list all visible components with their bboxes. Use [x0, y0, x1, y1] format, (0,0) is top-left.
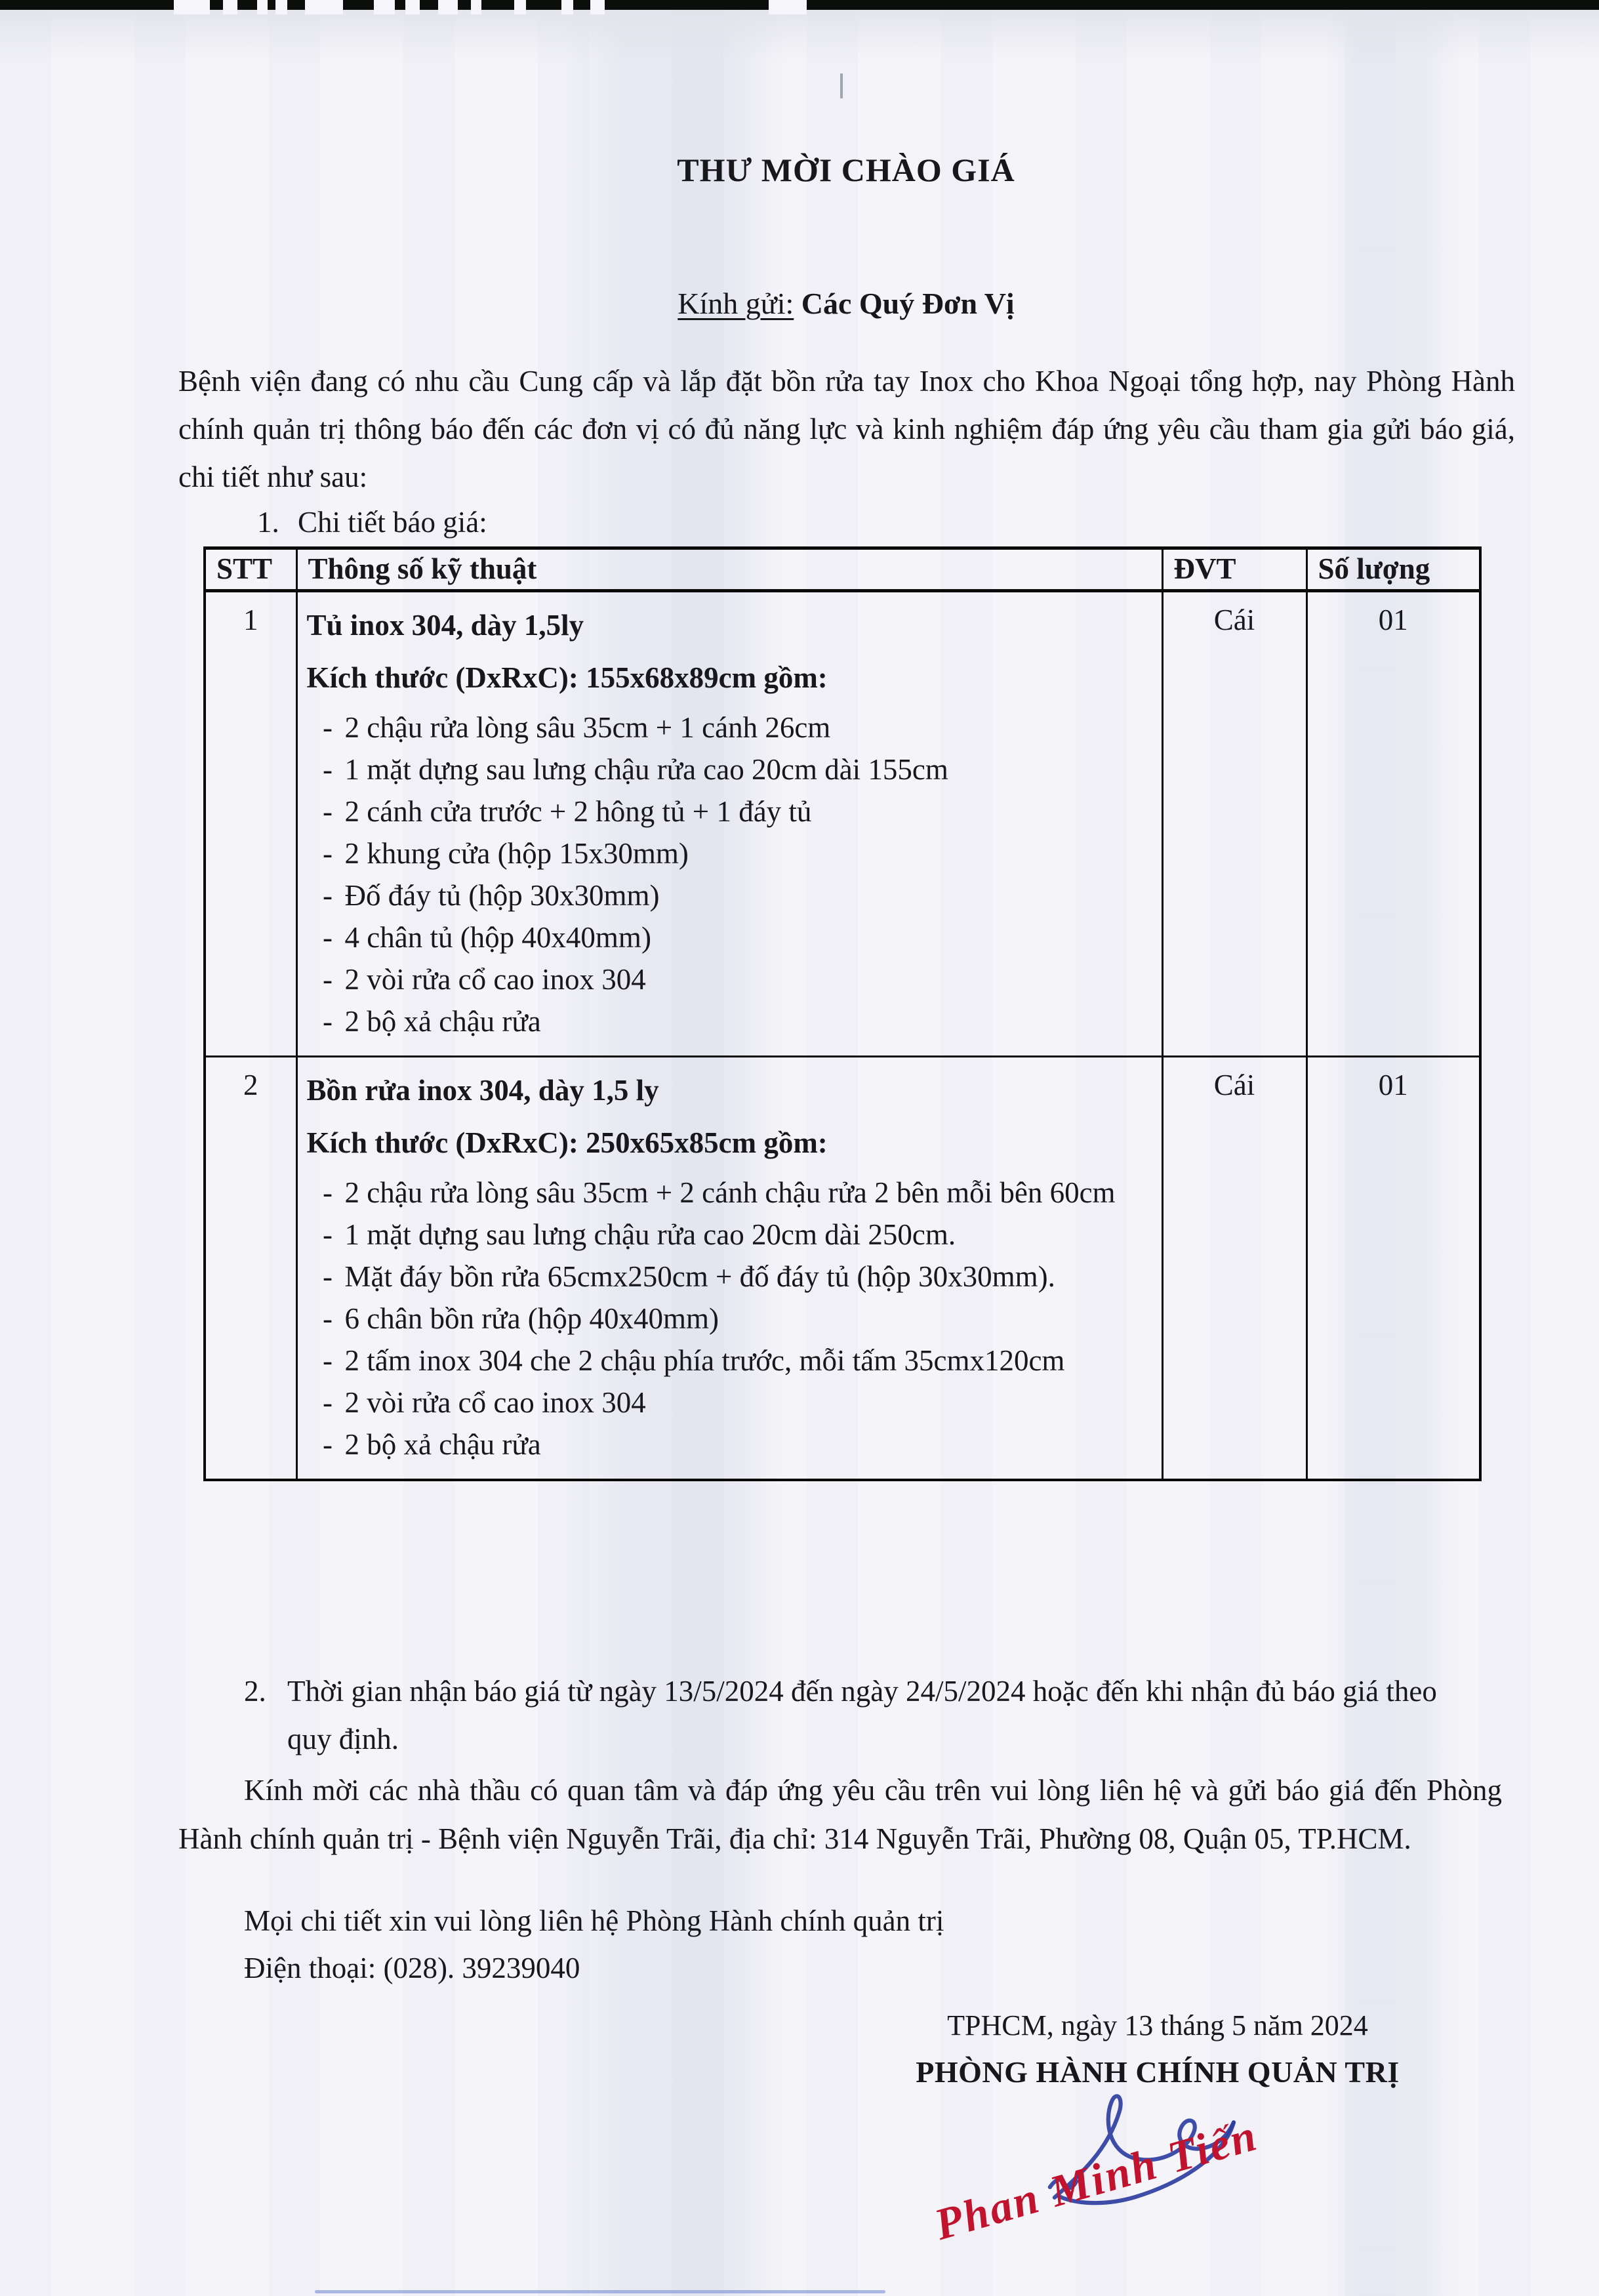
- salutation-recipient: Các Quý Đơn Vị: [801, 287, 1015, 320]
- contact-line: Mọi chi tiết xin vui lòng liên hệ Phòng Hành chính quản trị: [244, 1904, 944, 1937]
- section-2-paragraph: [244, 1668, 1488, 1763]
- spec-item: - 2 tấm inox 304 che 2 chậu phía trước, mỗi tấm 35cmx120cm: [307, 1340, 1152, 1382]
- scan-notch: [590, 0, 605, 14]
- scan-artifact-mark: [840, 73, 843, 98]
- table-header-row: [205, 548, 1480, 591]
- scan-artifact-top-bar: [0, 0, 1599, 10]
- spec-item: - 2 chậu rửa lòng sâu 35cm + 1 cánh 26cm: [307, 707, 1152, 748]
- spec-item: - 2 chậu rửa lòng sâu 35cm + 2 cánh chậu rửa 2 bên mỗi bên 60cm: [307, 1172, 1152, 1214]
- scan-notch: [769, 0, 807, 14]
- row-spec: [296, 1057, 1162, 1481]
- row-unit: Cái: [1162, 1057, 1306, 1481]
- spec-item: - 2 vòi rửa cổ cao inox 304: [307, 958, 1152, 1000]
- section-2-number: 2.: [244, 1675, 266, 1708]
- scan-notch: [257, 0, 268, 14]
- spec-item: - 2 khung cửa (hộp 15x30mm): [307, 832, 1152, 874]
- scan-notch: [514, 0, 526, 14]
- row-quantity: 01: [1306, 1057, 1480, 1481]
- scan-notch: [374, 0, 395, 14]
- invitation-paragraph: Kính mời các nhà thầu có quan tâm và đáp ứng yêu cầu trên vui lòng liên hệ và gửi báo giá đến Phòng Hành chính quản trị - Bệnh viện Nguyễn Trãi, địa chỉ: 314 Nguyễn Trãi, Phường 08, Quận 05, TP.HCM.: [178, 1774, 1502, 1855]
- section-1-heading: [257, 505, 487, 539]
- col-header-dvt: ĐVT: [1162, 548, 1306, 591]
- table-row: [205, 1057, 1480, 1481]
- scan-notch: [561, 0, 573, 14]
- scan-notch: [275, 0, 287, 14]
- salutation-line: [177, 286, 1515, 321]
- scan-notch: [471, 0, 481, 14]
- col-header-qty: Số lượng: [1306, 548, 1480, 591]
- quotation-table: [203, 546, 1482, 1481]
- spec-item: - 2 bộ xả chậu rửa: [307, 1424, 1152, 1466]
- row-unit: Cái: [1162, 591, 1306, 1057]
- spec-item: - 4 chân tủ (hộp 40x40mm): [307, 916, 1152, 958]
- scan-notch: [223, 0, 237, 14]
- section-2-text: Thời gian nhận báo giá từ ngày 13/5/2024 đến ngày 24/5/2024 hoặc đến khi nhận đủ báo giá theo quy định.: [287, 1675, 1437, 1755]
- department-name: PHÒNG HÀNH CHÍNH QUẢN TRỊ: [916, 2055, 1400, 2089]
- spec-item: - 2 vòi rửa cổ cao inox 304: [307, 1382, 1152, 1424]
- table-row: [205, 591, 1480, 1057]
- intro-paragraph: Bệnh viện đang có nhu cầu Cung cấp và lắp đặt bồn rửa tay Inox cho Khoa Ngoại tổng hợp, nay Phòng Hành chính quản trị thông báo đến các đơn vị có đủ năng lực và kinh nghiệm đáp ứng yêu cầu tham gia gửi báo giá, chi tiết như sau:: [178, 365, 1515, 493]
- scan-artifact-bottom-line: [315, 2290, 885, 2293]
- spec-item: - 1 mặt dựng sau lưng chậu rửa cao 20cm dài 155cm: [307, 748, 1152, 790]
- row-quantity: 01: [1306, 591, 1480, 1057]
- salutation-label: Kính gửi:: [678, 287, 794, 320]
- col-header-stt: STT: [205, 548, 296, 591]
- page-title: THƯ MỜI CHÀO GIÁ: [677, 152, 1015, 188]
- row-stt: 2: [205, 1057, 296, 1481]
- scan-notch: [405, 0, 420, 14]
- spec-item: - 2 bộ xả chậu rửa: [307, 1000, 1152, 1042]
- phone-line: Điện thoại: (028). 39239040: [244, 1952, 580, 1984]
- product-size: Kích thước (DxRxC): 155x68x89cm gồm:: [306, 661, 828, 694]
- product-size: Kích thước (DxRxC): 250x65x85cm gồm:: [306, 1126, 828, 1159]
- spec-item: - Đố đáy tủ (hộp 30x30mm): [307, 874, 1152, 916]
- section-1-number: 1.: [257, 506, 279, 539]
- product-name: Tủ inox 304, dày 1,5ly: [306, 609, 584, 642]
- spec-item: - 1 mặt dựng sau lưng chậu rửa cao 20cm dài 250cm.: [307, 1214, 1152, 1256]
- section-1-title: Chi tiết báo giá:: [298, 506, 487, 539]
- row-spec: [296, 591, 1162, 1057]
- product-name: Bồn rửa inox 304, dày 1,5 ly: [306, 1074, 659, 1107]
- date-place-line: TPHCM, ngày 13 tháng 5 năm 2024: [947, 2009, 1368, 2041]
- scan-notch: [438, 0, 458, 14]
- signer-name: Phan Minh Tiến: [929, 2109, 1263, 2250]
- row-stt: 1: [205, 591, 296, 1057]
- col-header-spec: Thông số kỹ thuật: [296, 548, 1162, 591]
- spec-item: - 2 cánh cửa trước + 2 hông tủ + 1 đáy tủ: [307, 790, 1152, 832]
- scan-notch: [305, 0, 343, 14]
- spec-item: - Mặt đáy bồn rửa 65cmx250cm + đố đáy tủ (hộp 30x30mm).: [307, 1256, 1152, 1298]
- scan-notch: [174, 0, 210, 14]
- spec-item: - 6 chân bồn rửa (hộp 40x40mm): [307, 1298, 1152, 1340]
